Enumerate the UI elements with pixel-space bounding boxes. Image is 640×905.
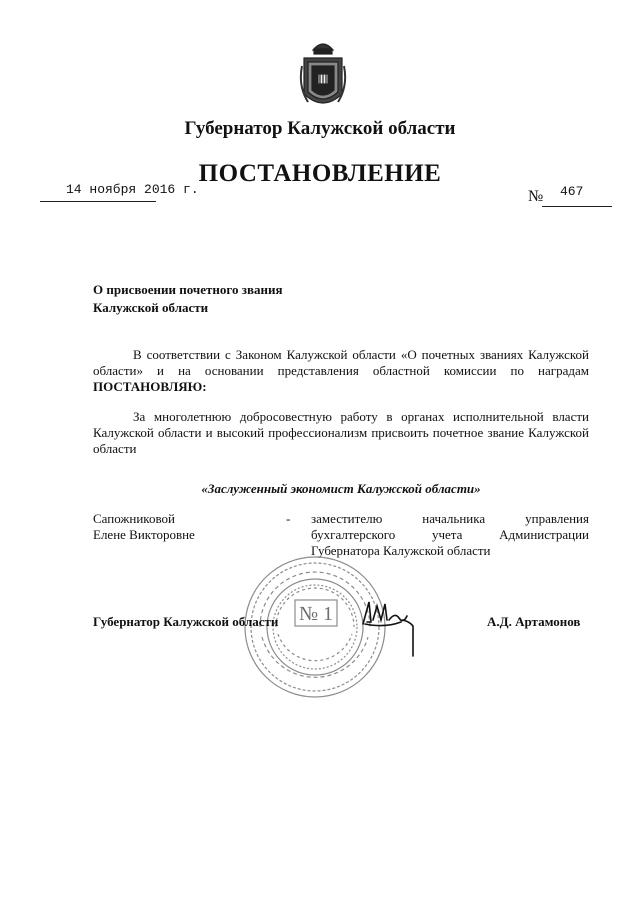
subject-line-1: О присвоении почетного звания: [93, 282, 283, 297]
signatory-name: А.Д. Артамонов: [487, 614, 581, 629]
date-underline: [40, 201, 156, 202]
signatory-role: Губернатор Калужской области: [93, 614, 279, 629]
seal-number: № 1: [298, 603, 334, 625]
preamble-paragraph: [93, 347, 589, 395]
document-number: 467: [560, 184, 584, 199]
preamble-text: В соответствии с Законом Калужской области «О почетных званиях Калужской области» и на основании представления областной комиссии по наградам: [93, 347, 589, 378]
document-type-heading: ПОСТАНОВЛЕНИЕ: [198, 160, 442, 187]
award-title: «Заслуженный экономист Калужской области»: [201, 481, 481, 496]
recipient-name: [93, 511, 283, 543]
document-subject: [93, 281, 353, 317]
handwritten-signature: [355, 594, 415, 659]
recipient-given-name: Елене Викторовне: [93, 527, 195, 542]
coat-of-arms-emblem: [298, 36, 348, 116]
number-underline: [542, 206, 612, 207]
subject-line-2: Калужской области: [93, 300, 209, 315]
issuer-heading: Губернатор Калужской области: [184, 118, 456, 139]
decree-keyword: ПОСТАНОВЛЯЮ:: [93, 379, 207, 394]
recipient-surname: Сапожниковой: [93, 511, 175, 526]
decision-paragraph: За многолетнюю добросовестную работу в органах исполнительной власти Калужской области и высокий профессионализм присвоить почетное звание Калужской области: [93, 409, 589, 456]
recipient-position: заместителю начальника управления бухгалтерского учета Администрации Губернатора Калужской области: [311, 511, 589, 558]
document-date: 14 ноября 2016 г.: [66, 182, 199, 197]
recipient-dash: -: [286, 511, 291, 526]
number-label: №: [528, 188, 544, 205]
